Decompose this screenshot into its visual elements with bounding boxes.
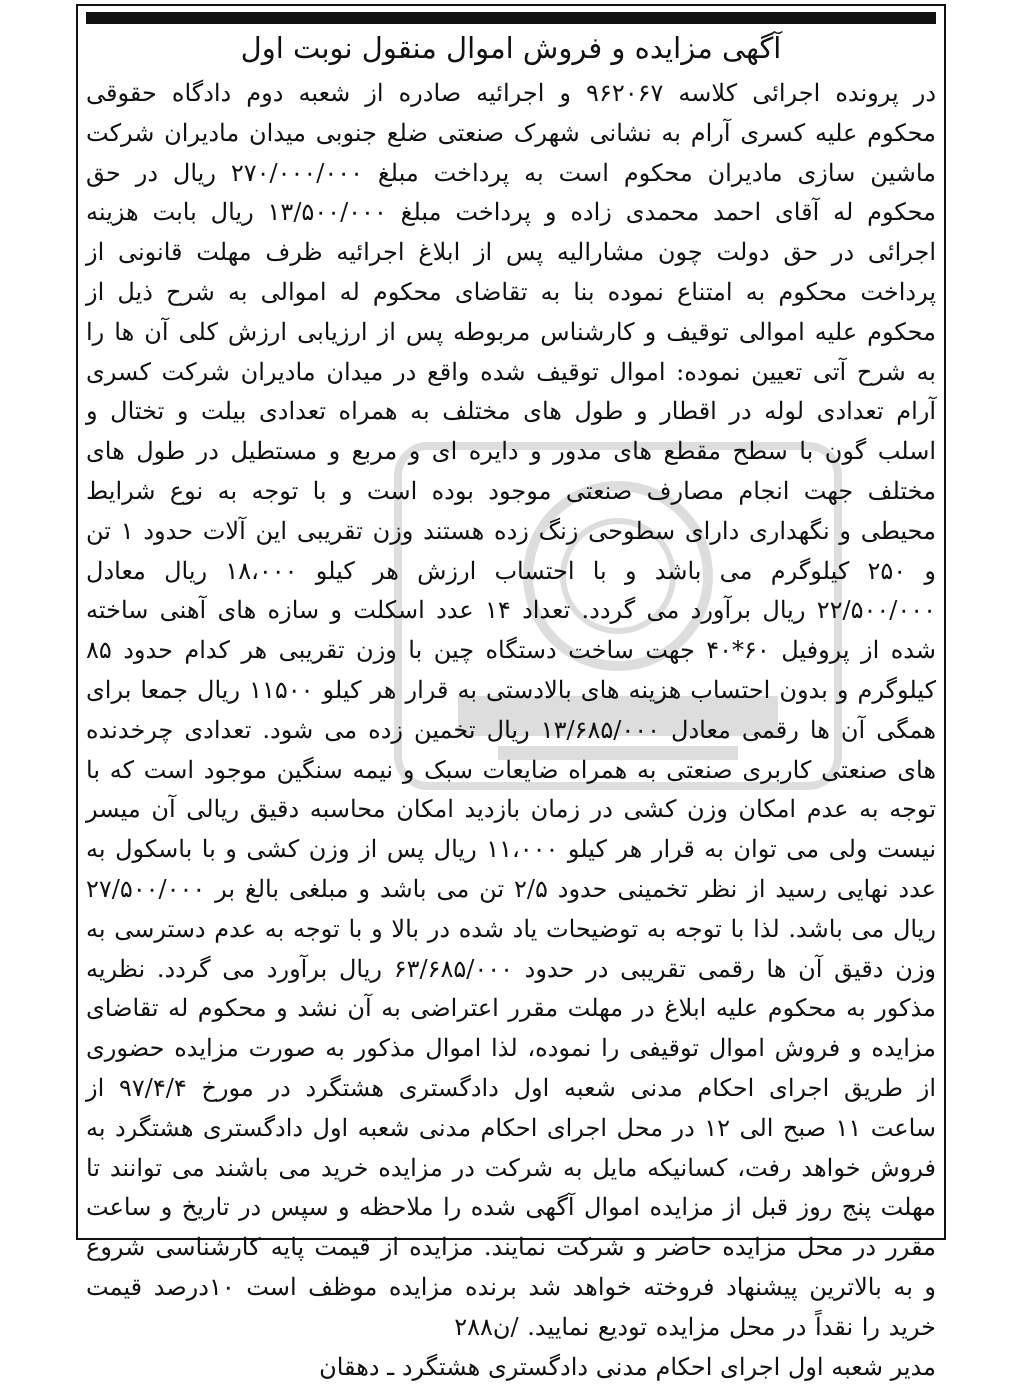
notice-signature: مدیر شعبه اول اجرای احکام مدنی دادگستری هشتگرد ـ دهقان	[86, 1348, 936, 1387]
auction-notice	[76, 4, 946, 1240]
notice-body: در پرونده اجرائی کلاسه ۹۶۲۰۶۷ و اجرائیه صادره از شعبه دوم دادگاه حقوقی محکوم علیه کسری آرام به نشانی شهرک صنعتی ضلع جنوبی میدان مادیران شرکت ماشین سازی مادیران محکوم است به پرداخت مبلغ ۲۷۰/۰۰۰/۰۰۰ ریال در حق محکوم له آقای احمد محمدی زاده و پرداخت مبلغ ۱۳/۵۰۰/۰۰۰ ریال بابت هزینه اجرائی در حق دولت چون مشارالیه پس از ابلاغ اجرائیه ظرف مهلت قانونی از پرداخت محکوم به امتناع نموده بنا به تقاضای محکوم له اموالی به شرح ذیل از محکوم علیه اموالی توقیف و کارشناس مربوطه پس از ارزیابی ارزش کلی آن ها را به شرح آتی تعیین نموده: اموال توقیف شده واقع در میدان مادیران شرکت کسری آرام تعدادی لوله در اقطار و طول های مختلف به همراه تعدادی بیلت و تختال و اسلب گون با سطح مقطع های مدور و دایره ای و مربع و مستطیل در طول های مختلف جهت انجام مصارف صنعتی موجود بوده است و با توجه به نوع شرایط محیطی و نگهداری دارای سطوحی زنگ زده هستند وزن تقریبی این آلات حدود ۱ تن و ۲۵۰ کیلوگرم می باشد و با احتساب ارزش هر کیلو ۱۸،۰۰۰ ریال معادل ۲۲/۵۰۰/۰۰۰ ریال برآورد می گردد. تعداد ۱۴ عدد اسکلت و سازه های آهنی ساخته شده از پروفیل ۶۰*۴۰ جهت ساخت دستگاه چین با وزن تقریبی هر کدام حدود ۸۵ کیلوگرم و بدون احتساب هزینه های بالادستی به قرار هر کیلو ۱۱۵۰۰ ریال جمعا برای همگی آن ها رقمی معادل ۱۳/۶۸۵/۰۰۰ ریال تخمین زده می شود. تعدادی چرخدنده های صنعتی کاربری صنعتی به همراه ضایعات سبک و نیمه سنگین موجود است که با توجه به عدم امکان وزن کشی در زمان بازدید امکان محاسبه دقیق ریالی آن میسر نیست ولی می توان به قرار هر کیلو ۱۱،۰۰۰ ریال پس از وزن کشی و با باسکول به عدد نهایی رسید از نظر تخمینی حدود ۲/۵ تن می باشد و مبلغی بالغ بر ۲۷/۵۰۰/۰۰۰ ریال می باشد. لذا با توجه به توضیحات یاد شده در بالا و با توجه به عدم دسترسی به وزن دقیق آن ها رقمی تقریبی در حدود ۶۳/۶۸۵/۰۰۰ ریال برآورد می گردد. نظریه مذکور به محکوم علیه ابلاغ در مهلت مقرر اعتراضی به آن نشد و محکوم له تقاضای مزایده و فروش اموال توقیفی را نموده، لذا اموال مذکور به صورت مزایده حضوری از طریق اجرای احکام مدنی شعبه اول دادگستری هشتگرد در مورخ ۹۷/۴/۴ از ساعت ۱۱ صبح الی ۱۲ در محل اجرای احکام مدنی شعبه اول دادگستری هشتگرد به فروش خواهد رفت، کسانیکه مایل به شرکت در مزایده خرید می باشند می توانند تا مهلت پنج روز قبل از مزایده اموال آگهی شده را ملاحظه و سپس در تاریخ و ساعت مقرر در محل مزایده حاضر و شرکت نمایند. مزایده از قیمت پایه کارشناسی شروع و به بالاترین پیشنهاد فروخته خواهد شد برنده مزایده موظف است ۱۰درصد قیمت خرید را نقداً در محل مزایده تودیع نمایید. /ن۲۸۸	[86, 74, 936, 1348]
notice-title: آگهی مزایده و فروش اموال منقول نوبت اول	[86, 28, 936, 68]
top-rule	[86, 12, 936, 24]
